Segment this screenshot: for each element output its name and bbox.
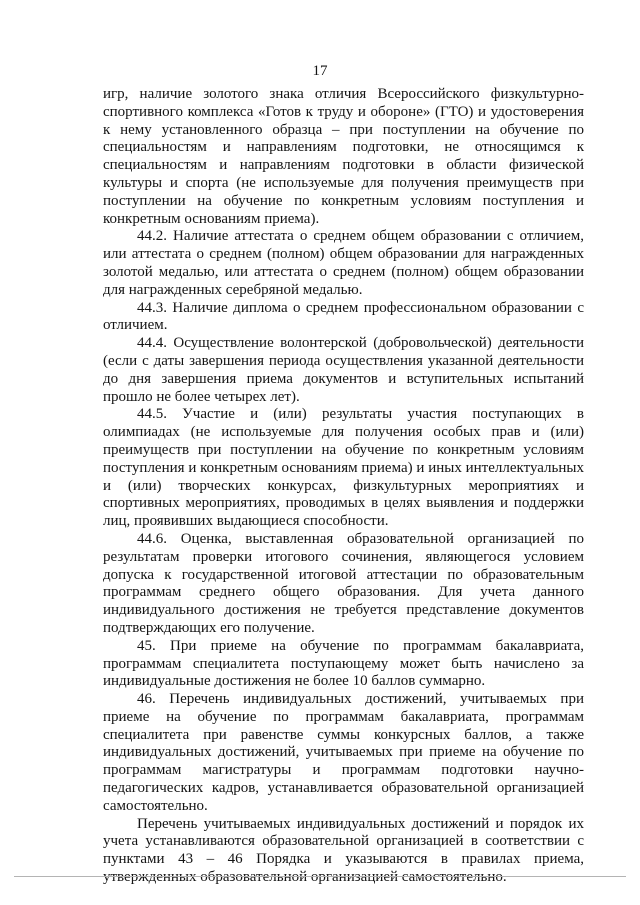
- paragraph-44-3: 44.3. Наличие диплома о среднем профессиональном образовании с отличием.: [103, 299, 584, 334]
- body-text: [103, 86, 584, 887]
- bottom-rule: [14, 876, 626, 877]
- paragraph-continuation: игр, наличие золотого знака отличия Всероссийского физкультурно-спортивного комплекса «Готов к труду и обороне» (ГТО) и удостоверения к нему установленного образца – при поступлении на обучение по специальностям и направлениям подготовки, не относящимся к специальностям и направлениям подготовки в области физической культуры и спорта (не используемые для получения преимуществ при поступлении на обучение по конкретным условиям поступления и конкретным основаниям приема).: [103, 86, 584, 227]
- paragraph-45: 45. При приеме на обучение по программам бакалавриата, программам специалитета поступающему может быть начислено за индивидуальные достижения не более 10 баллов суммарно.: [103, 637, 584, 690]
- paragraph-achievements-list: Перечень учитываемых индивидуальных достижений и порядок их учета устанавливаются образовательной организацией в соответствии с пунктами 43 – 46 Порядка и указываются в правилах приема, утвержденных образовательной организацией самостоятельно.: [103, 815, 584, 886]
- page-number: 17: [312, 63, 328, 79]
- paragraph-44-5: 44.5. Участие и (или) результаты участия поступающих в олимпиадах (не используемые для получения особых прав и (или) преимуществ при поступлении на обучение по конкретным условиям поступления и конкретным основаниям приема) и иных интеллектуальных и (или) творческих конкурсах, физкультурных мероприятиях и спортивных мероприятиях, проводимых в целях выявления и поддержки лиц, проявивших выдающиеся способности.: [103, 406, 584, 530]
- paragraph-44-6: 44.6. Оценка, выставленная образовательной организацией по результатам проверки итогового сочинения, являющегося условием допуска к государственной итоговой аттестации по образовательным программам среднего общего образования. Для учета данного индивидуального достижения не требуется представление документов подтверждающих его получение.: [103, 530, 584, 636]
- paragraph-44-2: 44.2. Наличие аттестата о среднем общем образовании с отличием, или аттестата о среднем (полном) общем образовании для награжденных золотой медалью, или аттестата о среднем (полном) общем образовании для награжденных серебряной медалью.: [103, 228, 584, 298]
- paragraph-46: 46. Перечень индивидуальных достижений, учитываемых при приеме на обучение по программам бакалавриата, программам специалитета при равенстве суммы конкурсных баллов, а также индивидуальных достижений, учитываемых при приеме на обучение по программам магистратуры и программам подготовки научно-педагогических кадров, устанавливается образовательной организацией самостоятельно.: [103, 691, 584, 814]
- paragraph-44-4: 44.4. Осуществление волонтерской (добровольческой) деятельности (если с даты завершения периода осуществления указанной деятельности до дня завершения приема документов и вступительных испытаний прошло не более четырех лет).: [103, 335, 584, 405]
